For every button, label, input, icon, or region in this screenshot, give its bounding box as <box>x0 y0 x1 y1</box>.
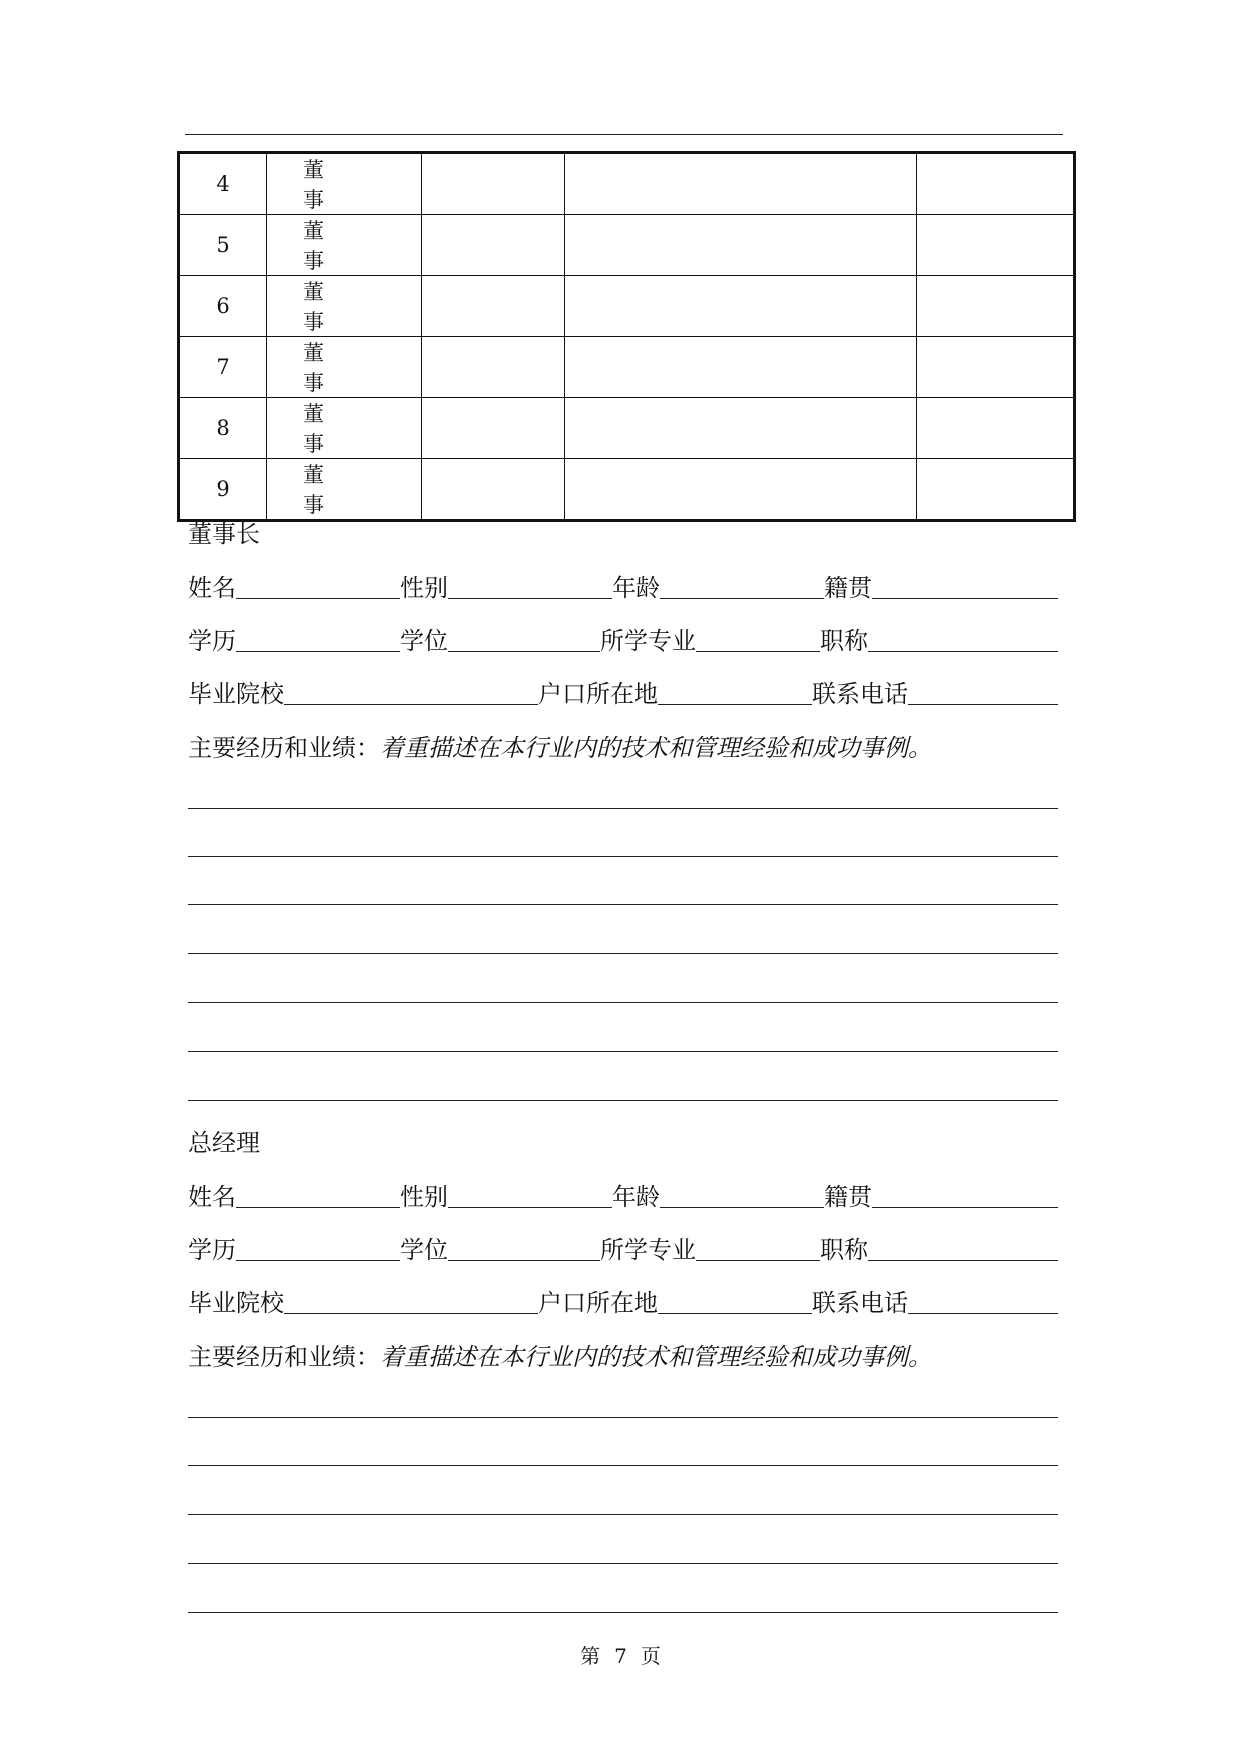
degree-label: 学位 <box>400 1236 448 1264</box>
section-title: 总经理 <box>188 1129 260 1157</box>
row-details-cell[interactable] <box>565 398 917 459</box>
experience-write-line[interactable] <box>188 1465 1058 1466</box>
section-title: 董事长 <box>188 520 260 548</box>
title-field[interactable] <box>868 651 1058 652</box>
degree-field[interactable] <box>448 651 600 652</box>
gender-field[interactable] <box>448 1207 612 1208</box>
experience-write-line[interactable] <box>188 1417 1058 1418</box>
major-label: 所学专业 <box>600 1236 696 1264</box>
experience-write-line[interactable] <box>188 856 1058 857</box>
row-name-cell[interactable] <box>422 276 565 337</box>
origin-label: 籍贯 <box>824 574 872 602</box>
hukou-field[interactable] <box>658 704 812 705</box>
experience-write-line[interactable] <box>188 1100 1058 1101</box>
age-field[interactable] <box>660 1207 824 1208</box>
basic-info-row <box>188 1177 1058 1212</box>
origin-field[interactable] <box>872 598 1058 599</box>
major-label: 所学专业 <box>600 627 696 655</box>
row-extra-cell[interactable] <box>917 215 1075 276</box>
name-field[interactable] <box>236 598 400 599</box>
row-role: 董事 <box>267 215 422 276</box>
page-suffix: 页 <box>640 1644 661 1668</box>
table-row <box>179 337 1075 398</box>
experience-prompt <box>188 728 932 763</box>
table-row <box>179 276 1075 337</box>
row-details-cell[interactable] <box>565 459 917 521</box>
experience-write-line[interactable] <box>188 808 1058 809</box>
education-label: 学历 <box>188 627 236 655</box>
row-details-cell[interactable] <box>565 337 917 398</box>
experience-write-line[interactable] <box>188 1563 1058 1564</box>
age-label: 年龄 <box>612 1183 660 1211</box>
board-members-table <box>177 151 1076 522</box>
row-extra-cell[interactable] <box>917 337 1075 398</box>
experience-write-line[interactable] <box>188 1002 1058 1003</box>
page-prefix: 第 <box>580 1644 601 1668</box>
phone-label: 联系电话 <box>812 680 908 708</box>
age-field[interactable] <box>660 598 824 599</box>
row-details-cell[interactable] <box>565 215 917 276</box>
row-name-cell[interactable] <box>422 459 565 521</box>
school-field[interactable] <box>284 704 538 705</box>
title-field[interactable] <box>868 1260 1058 1261</box>
title-label: 职称 <box>820 1236 868 1264</box>
row-number: 9 <box>179 459 267 521</box>
education-field[interactable] <box>236 651 400 652</box>
gender-label: 性别 <box>400 574 448 602</box>
table-row <box>179 398 1075 459</box>
row-details-cell[interactable] <box>565 153 917 215</box>
row-extra-cell[interactable] <box>917 459 1075 521</box>
gender-field[interactable] <box>448 598 612 599</box>
hukou-label: 户口所在地 <box>538 1289 658 1317</box>
row-number: 5 <box>179 215 267 276</box>
row-role: 董事 <box>267 459 422 521</box>
row-role: 董事 <box>267 398 422 459</box>
phone-field[interactable] <box>908 1313 1058 1314</box>
age-label: 年龄 <box>612 574 660 602</box>
hukou-field[interactable] <box>658 1313 812 1314</box>
table-row <box>179 153 1075 215</box>
origin-field[interactable] <box>872 1207 1058 1208</box>
row-role: 董事 <box>267 276 422 337</box>
phone-label: 联系电话 <box>812 1289 908 1317</box>
row-name-cell[interactable] <box>422 215 565 276</box>
name-label: 姓名 <box>188 574 236 602</box>
row-name-cell[interactable] <box>422 153 565 215</box>
basic-info-row <box>188 568 1058 603</box>
row-role: 董事 <box>267 153 422 215</box>
origin-label: 籍贯 <box>824 1183 872 1211</box>
experience-label: 主要经历和业绩： <box>188 734 380 762</box>
experience-write-line[interactable] <box>188 1514 1058 1515</box>
row-number: 7 <box>179 337 267 398</box>
experience-write-line[interactable] <box>188 953 1058 954</box>
experience-prompt <box>188 1337 932 1372</box>
school-label: 毕业院校 <box>188 680 284 708</box>
title-label: 职称 <box>820 627 868 655</box>
experience-hint: 着重描述在本行业内的技术和管理经验和成功事例。 <box>380 734 932 762</box>
page-footer <box>0 1640 1241 1669</box>
experience-write-line[interactable] <box>188 1051 1058 1052</box>
major-field[interactable] <box>696 651 820 652</box>
degree-field[interactable] <box>448 1260 600 1261</box>
experience-label: 主要经历和业绩： <box>188 1343 380 1371</box>
row-role: 董事 <box>267 337 422 398</box>
row-details-cell[interactable] <box>565 276 917 337</box>
table-row <box>179 459 1075 521</box>
school-label: 毕业院校 <box>188 1289 284 1317</box>
row-number: 4 <box>179 153 267 215</box>
name-field[interactable] <box>236 1207 400 1208</box>
experience-write-line[interactable] <box>188 1612 1058 1613</box>
contact-info-row <box>188 674 1058 709</box>
education-field[interactable] <box>236 1260 400 1261</box>
education-info-row <box>188 621 1058 656</box>
row-extra-cell[interactable] <box>917 276 1075 337</box>
contact-info-row <box>188 1283 1058 1318</box>
experience-hint: 着重描述在本行业内的技术和管理经验和成功事例。 <box>380 1343 932 1371</box>
education-info-row <box>188 1230 1058 1265</box>
gender-label: 性别 <box>400 1183 448 1211</box>
row-extra-cell[interactable] <box>917 153 1075 215</box>
row-number: 8 <box>179 398 267 459</box>
phone-field[interactable] <box>908 704 1058 705</box>
name-label: 姓名 <box>188 1183 236 1211</box>
school-field[interactable] <box>284 1313 538 1314</box>
education-label: 学历 <box>188 1236 236 1264</box>
hukou-label: 户口所在地 <box>538 680 658 708</box>
row-name-cell[interactable] <box>422 337 565 398</box>
table-row <box>179 215 1075 276</box>
row-number: 6 <box>179 276 267 337</box>
page-number: 7 <box>614 1644 627 1668</box>
experience-write-line[interactable] <box>188 904 1058 905</box>
header-rule <box>185 134 1063 135</box>
row-name-cell[interactable] <box>422 398 565 459</box>
degree-label: 学位 <box>400 627 448 655</box>
major-field[interactable] <box>696 1260 820 1261</box>
row-extra-cell[interactable] <box>917 398 1075 459</box>
